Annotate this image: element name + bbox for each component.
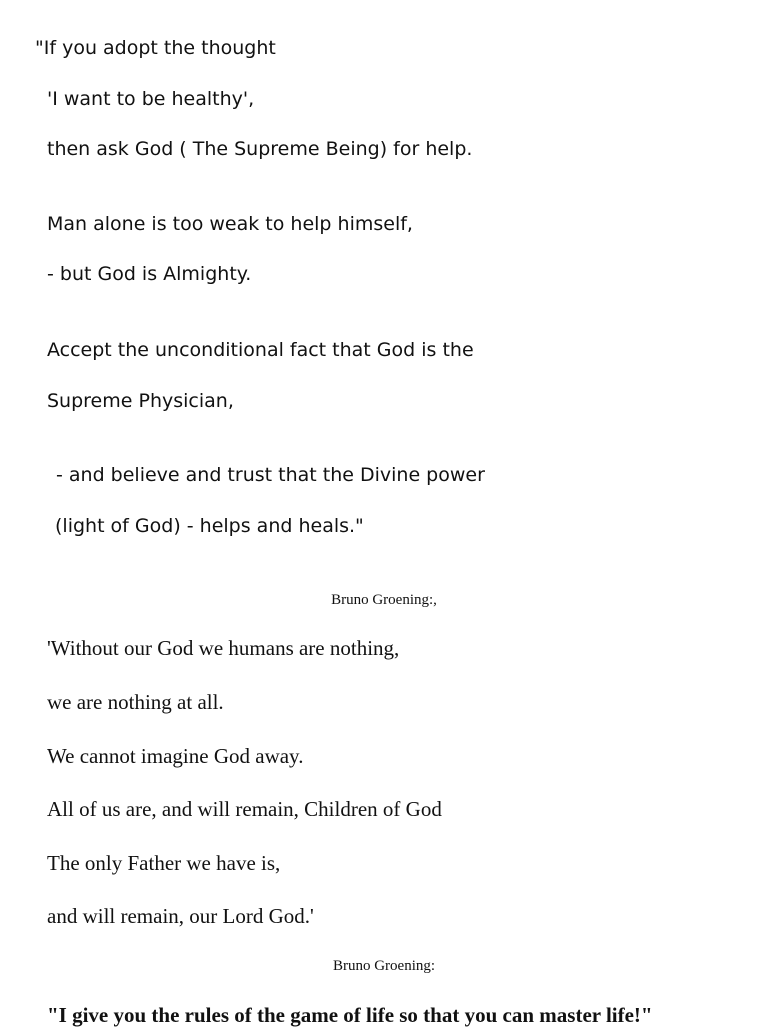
quote1-line-1: "If you adopt the thought	[35, 37, 276, 59]
quote1-line-3: then ask God ( The Supreme Being) for help.	[47, 138, 473, 160]
quote1-line-6: Accept the unconditional fact that God is the	[47, 339, 474, 361]
quote2-line-6: and will remain, our Lord God.'	[47, 904, 314, 928]
quote1-line-8: - and believe and trust that the Divine power	[56, 464, 485, 486]
quote2-line-4: All of us are, and will remain, Children of God	[47, 797, 442, 821]
attribution-2: Bruno Groening:	[332, 958, 436, 974]
attribution-1: Bruno Groening:,	[331, 592, 437, 608]
quote2-line-3: We cannot imagine God away.	[47, 744, 304, 768]
quote1-line-7: Supreme Physician,	[47, 390, 234, 412]
quote1-line-2: 'I want to be healthy',	[47, 88, 255, 110]
quote3-line: "I give you the rules of the game of life so that you can master life!"	[47, 1003, 653, 1027]
quote2-line-1: 'Without our God we humans are nothing,	[47, 636, 400, 660]
quote1-line-5: - but God is Almighty.	[47, 263, 252, 285]
quote2-line-2: we are nothing at all.	[47, 690, 224, 714]
quote1-line-9: (light of God) - helps and heals."	[55, 515, 364, 537]
quote1-line-4: Man alone is too weak to help himself,	[47, 213, 413, 235]
quote2-line-5: The only Father we have is,	[47, 851, 281, 875]
